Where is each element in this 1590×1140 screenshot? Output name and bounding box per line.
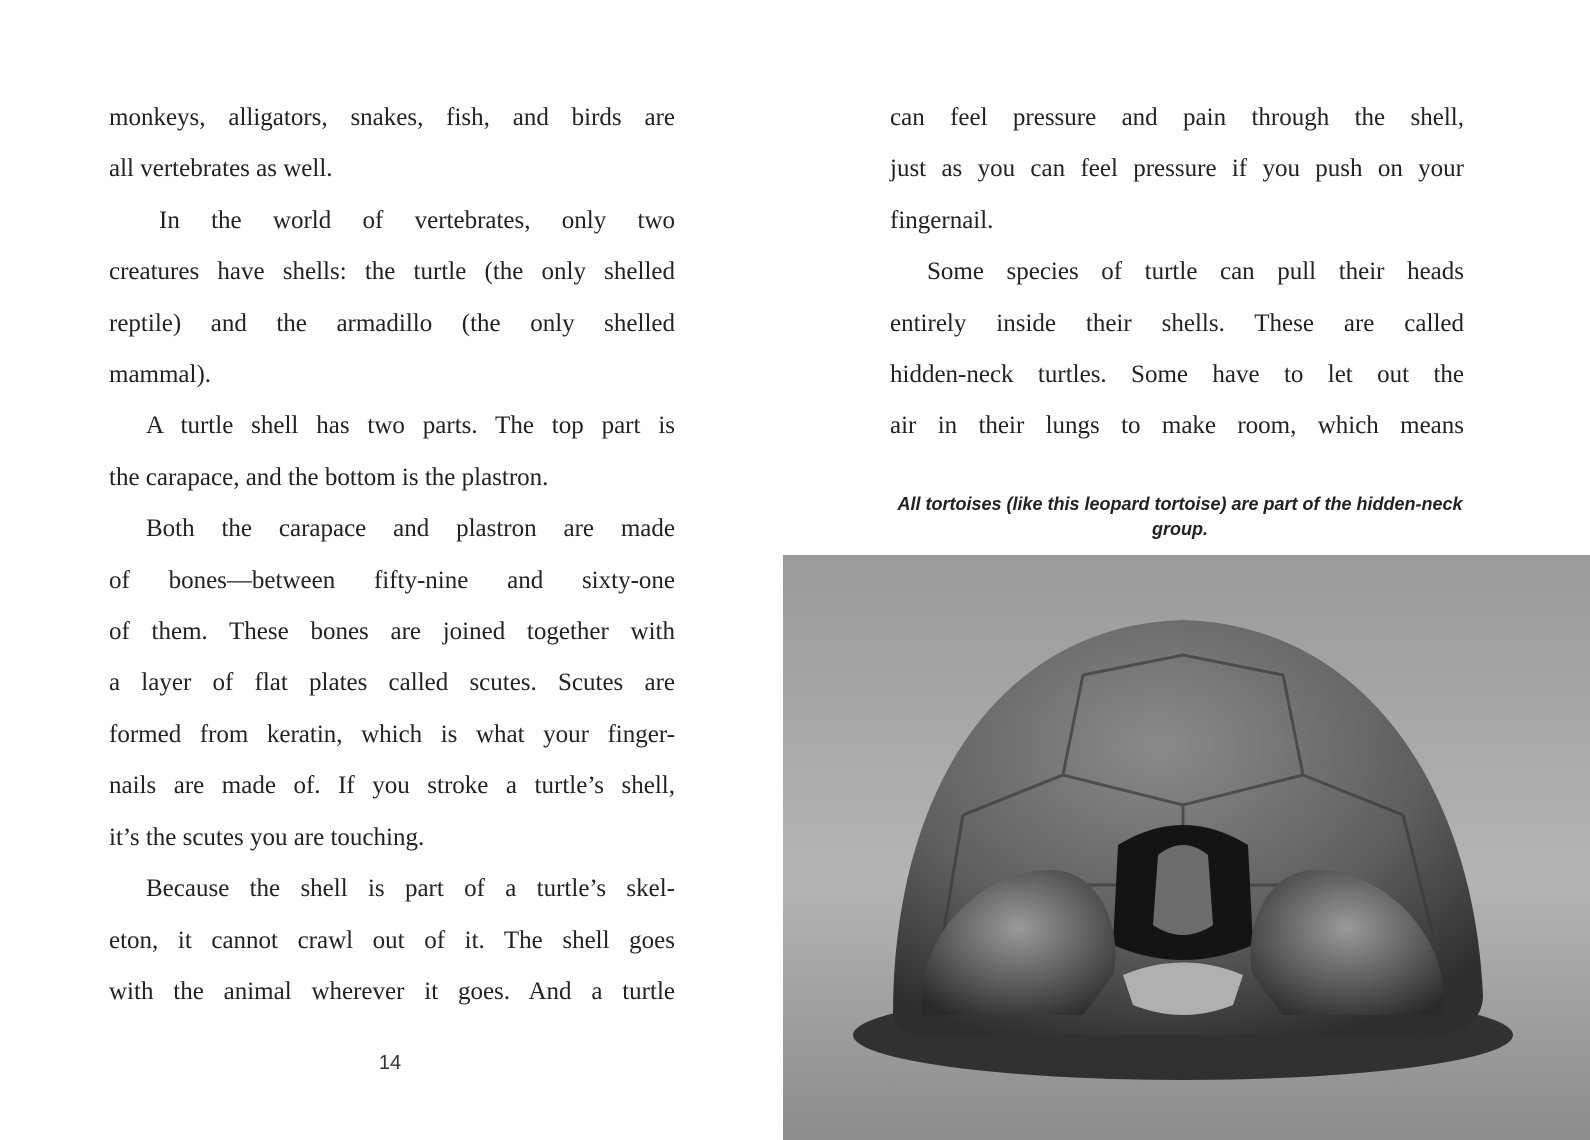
- text-line: reptile) and the armadillo (the only shelled: [109, 309, 675, 337]
- text-line: In the world of vertebrates, only two: [159, 206, 675, 234]
- text-line: air in their lungs to make room, which means: [890, 412, 1464, 440]
- text-line: Both the carapace and plastron are made: [146, 515, 675, 543]
- text-line: mammal).: [109, 361, 212, 389]
- text-line: of them. These bones are joined together with: [109, 618, 675, 646]
- text-line: fingernail.: [890, 206, 994, 234]
- text-line: with the animal wherever it goes. And a turtle: [109, 977, 675, 1005]
- text-line: eton, it cannot crawl out of it. The shell goes: [109, 926, 675, 954]
- text-line: hidden-neck turtles. Some have to let out the: [890, 361, 1464, 389]
- text-line: a layer of flat plates called scutes. Scutes are: [109, 669, 675, 697]
- text-line: creatures have shells: the turtle (the only shelled: [109, 258, 675, 286]
- text-line: Some species of turtle can pull their heads: [927, 258, 1464, 286]
- text-line: A turtle shell has two parts. The top part is: [146, 412, 675, 440]
- tortoise-photo: [783, 555, 1590, 1140]
- text-line: can feel pressure and pain through the shell,: [890, 104, 1464, 131]
- text-line: entirely inside their shells. These are called: [890, 309, 1464, 337]
- text-line: all vertebrates as well.: [109, 155, 333, 183]
- text-line: formed from keratin, which is what your finger-: [109, 720, 675, 748]
- text-line: nails are made of. If you stroke a turtle’s shell,: [109, 772, 675, 800]
- text-line: Because the shell is part of a turtle’s skel-: [146, 875, 675, 903]
- left-page-body-text: [109, 92, 675, 1017]
- right-page-body-text: [890, 92, 1464, 452]
- page-number: 14: [378, 1052, 402, 1074]
- text-line: just as you can feel pressure if you push on your: [890, 155, 1464, 183]
- text-line: monkeys, alligators, snakes, fish, and birds are: [109, 104, 675, 131]
- text-line: of bones—between fifty-nine and sixty-one: [109, 566, 675, 594]
- text-line: it’s the scutes you are touching.: [109, 823, 425, 851]
- text-line: the carapace, and the bottom is the plastron.: [109, 463, 549, 491]
- photo-caption: All tortoises (like this leopard tortoise) are part of the hidden-neck group.: [897, 494, 1463, 539]
